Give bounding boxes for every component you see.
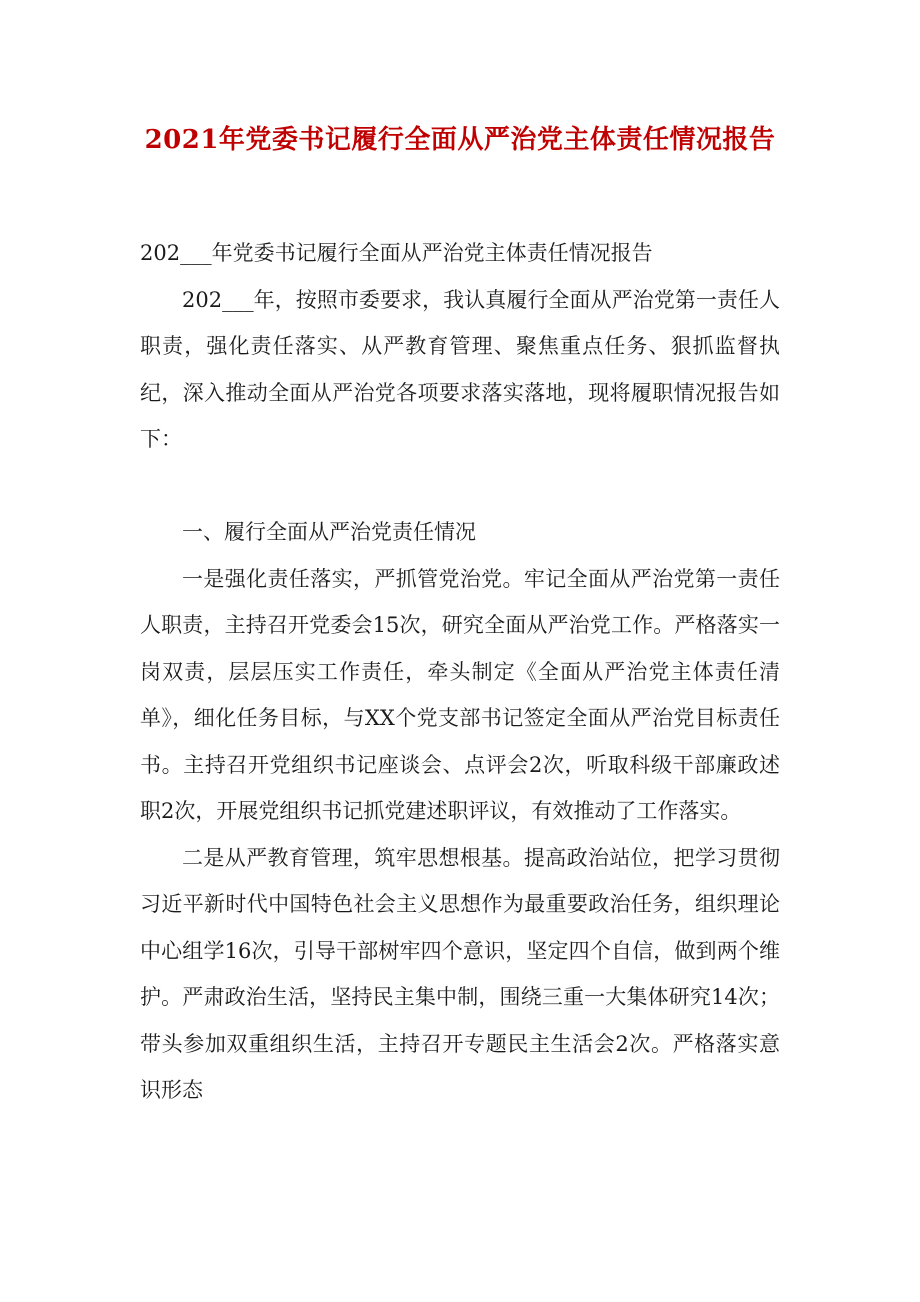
body-paragraph-2: 二是从严教育管理，筑牢思想根基。提高政治站位，把学习贯彻习近平新时代中国特色社会主义思想作为最重要政治任务，组织理论中心组学16次，引导干部树牢四个意识，坚定四个自信，做到两个维护。严肃政治生活，坚持民主集中制，围绕三重一大集体研究14次；带头参加双重组织生活，主持召开专题民主生活会2次。严格落实意识形态 — [140, 845, 780, 1102]
document-subtitle: 202___年党委书记履行全面从严治党主体责任情况报告 — [140, 241, 653, 265]
body-paragraph-1: 一是强化责任落实，严抓管党治党。牢记全面从严治党第一责任人职责，主持召开党委会15次，研究全面从严治党工作。严格落实一岗双责，层层压实工作责任，牵头制定《全面从严治党主体责任清单》，细化任务目标，与XX个党支部书记签定全面从严治党目标责任书。主持召开党组织书记座谈会、点评会2次，听取科级干部廉政述职2次，开展党组织书记抓党建述职评议，有效推动了工作落实。 — [140, 566, 780, 823]
document-body — [140, 230, 780, 1114]
section-heading: 一、履行全面从严治党责任情况 — [182, 520, 476, 544]
intro-paragraph: 202___年，按照市委要求，我认真履行全面从严治党第一责任人职责，强化责任落实、从严教育管理、聚焦重点任务、狠抓监督执纪，深入推动全面从严治党各项要求落实落地，现将履职情况报告如下： — [140, 287, 780, 451]
document-title: 2021年党委书记履行全面从严治党主体责任情况报告 — [144, 125, 776, 155]
paragraph-spacer — [140, 463, 780, 510]
